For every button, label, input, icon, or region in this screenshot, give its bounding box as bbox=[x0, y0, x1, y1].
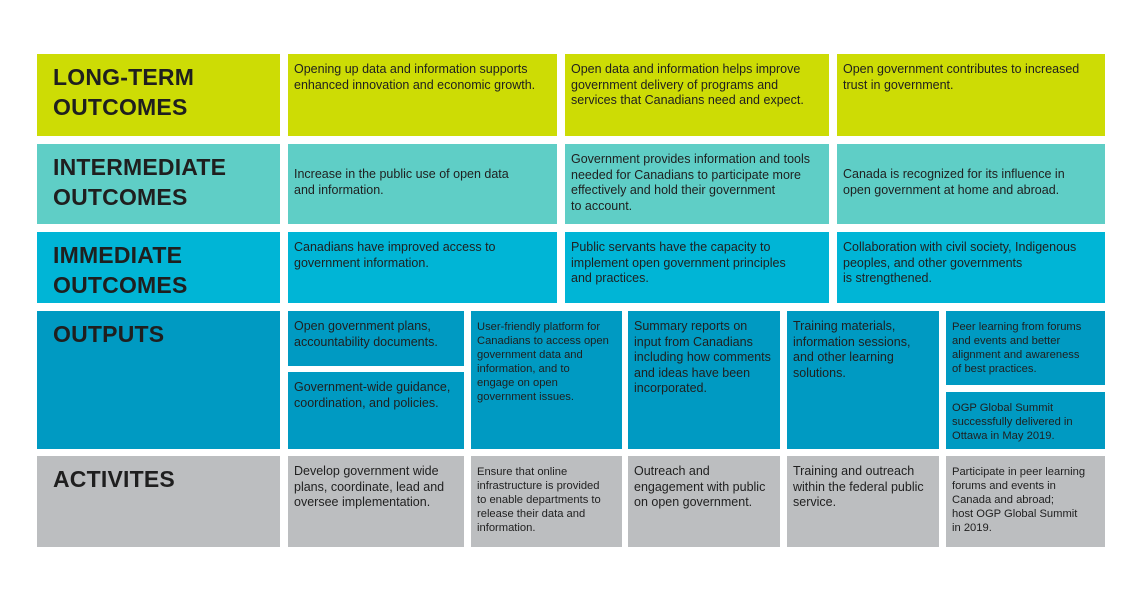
activity-develop-plans: Develop government wide plans, coordinate, lead and oversee implementation. bbox=[288, 456, 464, 547]
activity-outreach-engagement: Outreach and engagement with public on open government. bbox=[628, 456, 780, 547]
row-header-intermediate-outcomes: INTERMEDIATE OUTCOMES bbox=[37, 144, 280, 224]
output-guidance: Government-wide guidance, coordination, and policies. bbox=[288, 372, 464, 449]
row-header-outputs: OUTPUTS bbox=[37, 311, 280, 449]
row-header-long-term-outcomes: LONG-TERM OUTCOMES bbox=[37, 54, 280, 136]
activity-peer-learning-summit: Participate in peer learning forums and events in Canada and abroad; host OGP Global Summit in 2019. bbox=[946, 456, 1105, 547]
output-platform: User-friendly platform for Canadians to access open government data and information, and to engage on open government issues. bbox=[471, 311, 622, 449]
immediate-outcome-collaboration: Collaboration with civil society, Indigenous peoples, and other governments is strengthened. bbox=[837, 232, 1105, 303]
row-header-immediate-outcomes: IMMEDIATE OUTCOMES bbox=[37, 232, 280, 303]
output-peer-learning: Peer learning from forums and events and better alignment and awareness of best practices. bbox=[946, 311, 1105, 385]
long-term-outcome-trust: Open government contributes to increased trust in government. bbox=[837, 54, 1105, 136]
intermediate-outcome-public-use: Increase in the public use of open data and information. bbox=[288, 144, 557, 224]
intermediate-outcome-participation-tools: Government provides information and tools needed for Canadians to participate more effectively and hold their government to account. bbox=[565, 144, 829, 224]
immediate-outcome-capacity: Public servants have the capacity to implement open government principles and practices. bbox=[565, 232, 829, 303]
activity-online-infrastructure: Ensure that online infrastructure is provided to enable departments to release their data and information. bbox=[471, 456, 622, 547]
long-term-outcome-government-delivery: Open data and information helps improve government delivery of programs and services that Canadians need and expect. bbox=[565, 54, 829, 136]
output-ogp-summit: OGP Global Summit successfully delivered in Ottawa in May 2019. bbox=[946, 392, 1105, 449]
output-plans: Open government plans, accountability documents. bbox=[288, 311, 464, 366]
long-term-outcome-innovation: Opening up data and information supports enhanced innovation and economic growth. bbox=[288, 54, 557, 136]
activity-training-outreach: Training and outreach within the federal public service. bbox=[787, 456, 939, 547]
output-training-materials: Training materials, information sessions, and other learning solutions. bbox=[787, 311, 939, 449]
intermediate-outcome-influence: Canada is recognized for its influence in open government at home and abroad. bbox=[837, 144, 1105, 224]
output-summary-reports: Summary reports on input from Canadians including how comments and ideas have been incorporated. bbox=[628, 311, 780, 449]
immediate-outcome-access: Canadians have improved access to government information. bbox=[288, 232, 557, 303]
row-header-activities: ACTIVITES bbox=[37, 456, 280, 547]
